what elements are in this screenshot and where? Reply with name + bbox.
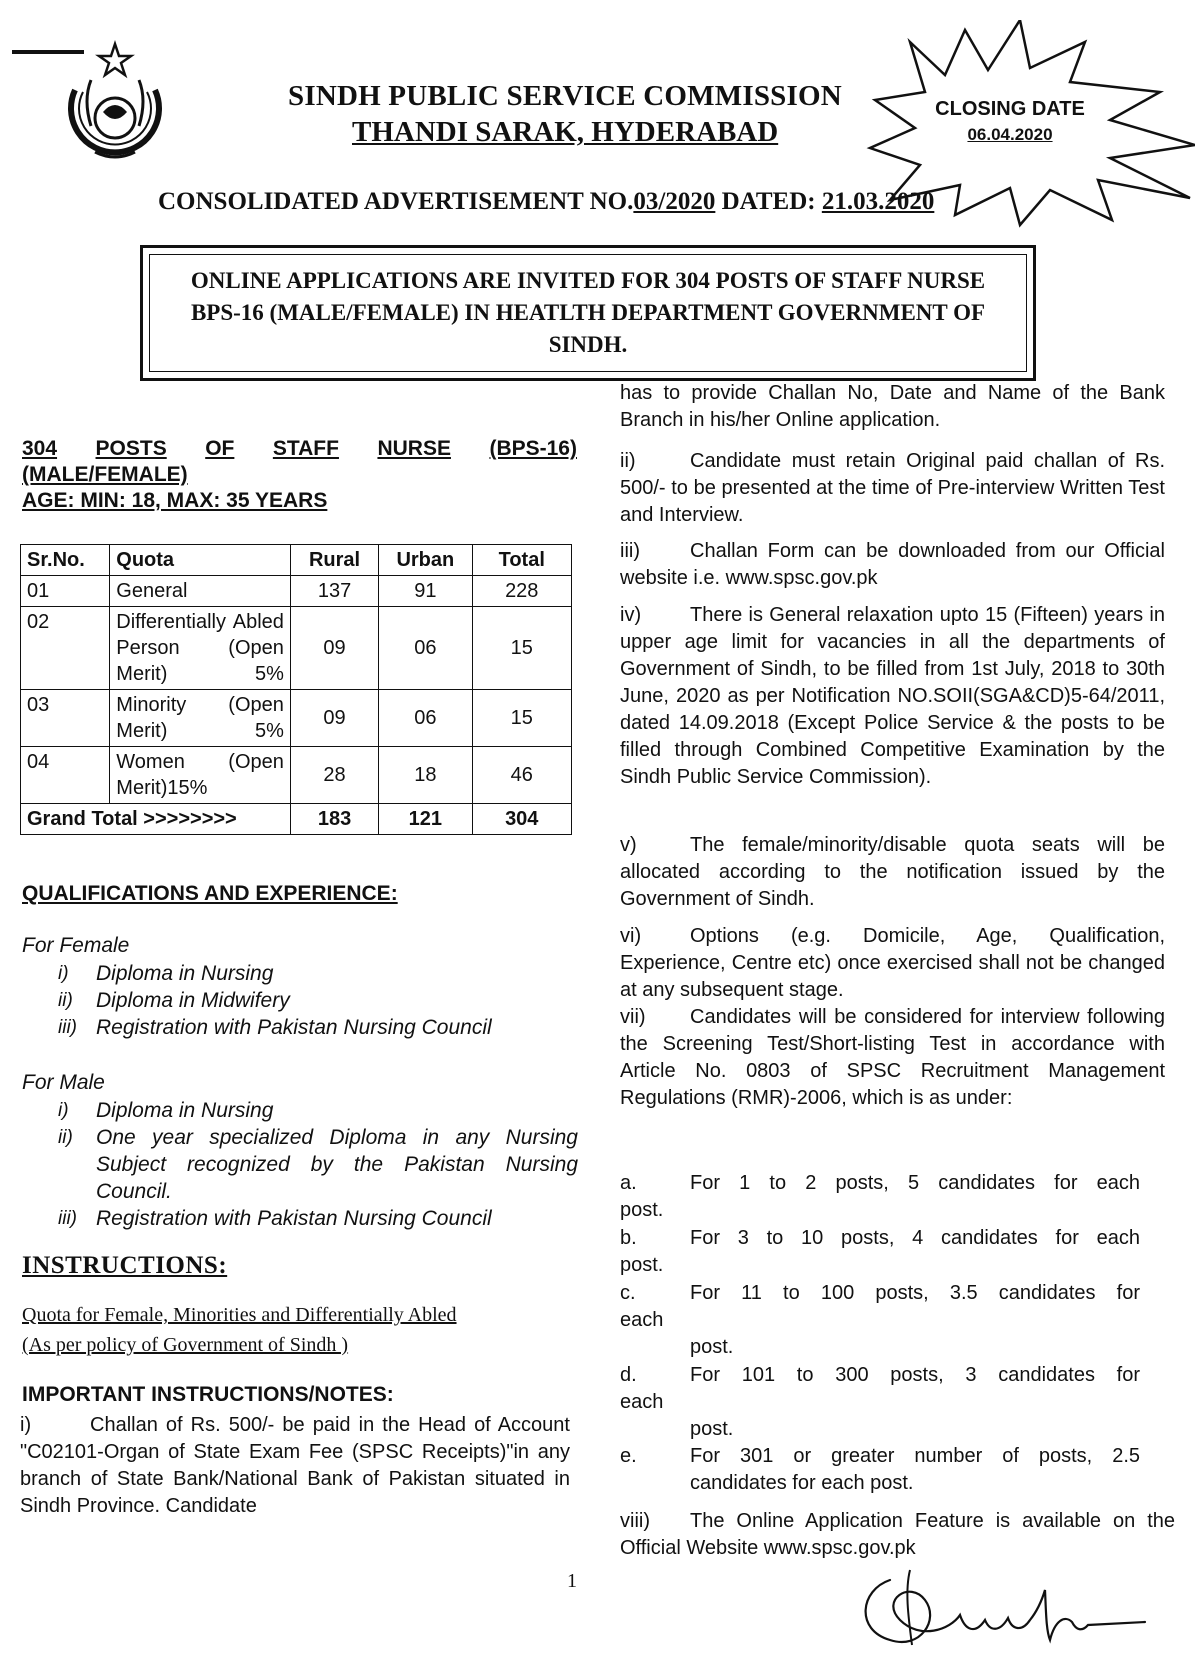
heading-word: OF (205, 437, 235, 460)
table-row (21, 690, 572, 747)
item-text: Diploma in Midwifery (96, 989, 290, 1012)
list-item (58, 1124, 578, 1205)
item-number: iii) (58, 1208, 77, 1229)
rule-text-continued: post. (620, 1254, 664, 1276)
rule-text: For 11 to 100 posts, 3.5 candidates for (690, 1282, 1140, 1304)
cell-rural: 28 (290, 747, 378, 804)
rule-letter: b. (620, 1227, 637, 1249)
rule-letter: d. (620, 1364, 637, 1386)
grand-total-urban: 121 (379, 804, 472, 835)
instruction-item-8 (620, 1508, 1175, 1562)
cell-sr: 01 (21, 576, 110, 607)
item-text: The Online Application Feature is available on the Official Website www.spsc.gov.pk (620, 1510, 1175, 1559)
instruction-item-6 (620, 923, 1165, 1004)
cell-sr: 02 (21, 607, 110, 690)
item-number: vi) (620, 925, 642, 947)
item-text: Challan of Rs. 500/- be paid in the Head of Account "C02101-Organ of State Exam Fee (SPSC Receipts)"in any branch of State Bank/National Bank of Pakistan situated in Sindh Province. Candidate (20, 1414, 570, 1517)
table-header-row (21, 545, 572, 576)
col-header-urban: Urban (379, 545, 472, 576)
spsc-emblem-icon (55, 40, 175, 170)
item-number: v) (620, 834, 637, 856)
table-row (21, 747, 572, 804)
quota-table (20, 544, 572, 835)
instruction-item-7 (620, 1004, 1165, 1112)
notice-text: ONLINE APPLICATIONS ARE INVITED FOR 304 POSTS OF STAFF NURSE BPS-16 (MALE/FEMALE) IN HEATLTH DEPARTMENT GOVERNMENT OF SINDH. (190, 268, 986, 357)
cell-quota: General (110, 576, 291, 607)
posts-heading-line2: (MALE/FEMALE) (22, 463, 188, 486)
item-text: The female/minority/disable quota seats will be allocated according to the notification issued by the Government of Sindh. (620, 834, 1165, 910)
item-text: Registration with Pakistan Nursing Council (96, 1016, 492, 1039)
grand-total-rural: 183 (290, 804, 378, 835)
instructions-title: INSTRUCTIONS: (22, 1252, 228, 1279)
rule-letter: a. (620, 1172, 637, 1194)
item-number: iv) (620, 604, 642, 626)
item-number: i) (20, 1414, 32, 1436)
closing-date-value: 06.04.2020 (967, 125, 1053, 144)
item-text: Registration with Pakistan Nursing Council (96, 1207, 492, 1230)
col-header-total: Total (472, 545, 571, 576)
cell-quota: Differentially Abled Person (Open Merit) 5% (110, 607, 291, 690)
cell-sr: 03 (21, 690, 110, 747)
rule-text: For 3 to 10 posts, 4 candidates for each (690, 1227, 1140, 1249)
instruction-item-2 (620, 448, 1165, 529)
instruction-item-4 (620, 602, 1165, 791)
list-item (58, 1097, 578, 1124)
rule-text-continued: candidates for each post. (690, 1472, 914, 1494)
cell-urban: 18 (379, 747, 472, 804)
item-number: iii) (58, 1017, 77, 1038)
grand-total-label: Grand Total >>>>>>>> (21, 804, 291, 835)
advert-prefix: CONSOLIDATED ADVERTISEMENT NO. (158, 188, 634, 215)
item-number: viii) (620, 1510, 650, 1532)
table-row (21, 607, 572, 690)
quota-note-line: (As per policy of Government of Sindh ) (22, 1334, 349, 1356)
signature-icon (850, 1560, 1150, 1655)
closing-date-badge (930, 98, 1090, 145)
cell-urban: 91 (379, 576, 472, 607)
cell-urban: 06 (379, 690, 472, 747)
list-item (58, 960, 578, 987)
item-number: iii) (620, 540, 640, 562)
item-text: There is General relaxation upto 15 (Fifteen) years in upper age limit for vacancies in all the departments of Government of Sindh, to be filled from 1st July, 2018 to 30th June, 2020 as per Notification NO.SOII(SGA&CD)5-64/2011, dated 14.09.2018 (Except Police Service & the posts to be filled through Combined Competitive Examination by the Sindh Public Service Commission). (620, 604, 1165, 788)
rule-text-continued: post. (690, 1336, 734, 1358)
item-text: Options (e.g. Domicile, Age, Qualification, Experience, Centre etc) once exercised shall not be changed at any subsequent stage. (620, 925, 1165, 1001)
col-header-rural: Rural (290, 545, 378, 576)
grand-total-row (21, 804, 572, 835)
heading-word: POSTS (95, 437, 167, 460)
item-number: vii) (620, 1006, 646, 1028)
item-number: ii) (58, 990, 73, 1011)
cell-rural: 09 (290, 607, 378, 690)
item-text: Diploma in Nursing (96, 1099, 274, 1122)
rule-text: For 101 to 300 posts, 3 candidates for (690, 1364, 1140, 1386)
advertisement-line (158, 188, 934, 216)
org-name: SINDH PUBLIC SERVICE COMMISSION (288, 80, 842, 112)
screening-rule-a (620, 1170, 1140, 1224)
screening-rule-e (620, 1443, 1140, 1497)
item-number: ii) (58, 1127, 73, 1148)
item-number: i) (58, 963, 69, 984)
male-qualification-list (58, 1097, 578, 1232)
item-text: Diploma in Nursing (96, 962, 274, 985)
rule-letter: c. (620, 1282, 636, 1304)
cell-total: 15 (472, 690, 571, 747)
col-header-quota: Quota (110, 545, 291, 576)
rule-text: For 1 to 2 posts, 5 candidates for each (690, 1172, 1140, 1194)
list-item (58, 987, 578, 1014)
item-text: Challan Form can be downloaded from our Official website i.e. www.spsc.gov.pk (620, 540, 1165, 589)
cell-sr: 04 (21, 747, 110, 804)
posts-heading (22, 436, 577, 514)
page-number: 1 (567, 1570, 577, 1592)
item-text: One year specialized Diploma in any Nursing Subject recognized by the Pakistan Nursing Council. (96, 1126, 578, 1203)
instruction-item-1-continued: has to provide Challan No, Date and Name of the Bank Branch in his/her Online application. (620, 382, 1165, 431)
advert-dated-label: DATED: (715, 188, 822, 215)
col-header-sr: Sr.No. (21, 545, 110, 576)
rule-text-continued: each (620, 1309, 664, 1331)
rule-text: For 301 or greater number of posts, 2.5 (690, 1445, 1140, 1467)
instruction-item-3 (620, 538, 1165, 592)
cell-quota: Minority (Open Merit) 5% (110, 690, 291, 747)
cell-urban: 06 (379, 607, 472, 690)
heading-word: 304 (22, 437, 58, 460)
quota-note-line: Quota for Female, Minorities and Differentially Abled (22, 1304, 457, 1326)
rule-letter: e. (620, 1445, 637, 1467)
rule-text-continued: post. (690, 1418, 734, 1440)
female-label: For Female (22, 934, 130, 957)
advert-number: 03/2020 (633, 188, 716, 215)
advert-date: 21.03.2020 (821, 188, 935, 215)
instruction-item-1 (20, 1412, 570, 1520)
cell-rural: 137 (290, 576, 378, 607)
rule-text-continued: post. (620, 1199, 664, 1221)
instruction-item-5 (620, 832, 1165, 913)
age-limit: AGE: MIN: 18, MAX: 35 YEARS (22, 489, 328, 512)
heading-word: NURSE (377, 437, 451, 460)
cell-total: 15 (472, 607, 571, 690)
item-number: i) (58, 1100, 69, 1121)
list-item (58, 1014, 578, 1041)
item-text: Candidate must retain Original paid challan of Rs. 500/- to be presented at the time of Pre-interview Written Test and Interview. (620, 450, 1165, 526)
item-text: Candidates will be considered for interview following the Screening Test/Short-listing Test in accordance with Article No. 0803 of SPSC Recruitment Management Regulations (RMR)-2006, which is as under: (620, 1006, 1165, 1109)
screening-rule-c (620, 1280, 1140, 1361)
cell-total: 228 (472, 576, 571, 607)
table-row (21, 576, 572, 607)
male-label: For Male (22, 1071, 105, 1094)
screening-rule-b (620, 1225, 1140, 1279)
cell-rural: 09 (290, 690, 378, 747)
cell-quota: Women (Open Merit)15% (110, 747, 291, 804)
heading-word: STAFF (272, 437, 339, 460)
cell-total: 46 (472, 747, 571, 804)
important-notes-title: IMPORTANT INSTRUCTIONS/NOTES: (22, 1383, 394, 1406)
posts-heading-line1 (22, 436, 577, 462)
rule-text-continued: each (620, 1391, 664, 1413)
screening-rule-d (620, 1362, 1140, 1443)
qualifications-title: QUALIFICATIONS AND EXPERIENCE: (22, 882, 398, 905)
item-number: ii) (620, 450, 636, 472)
notice-box (140, 245, 1036, 381)
female-qualification-list (58, 960, 578, 1041)
list-item (58, 1205, 578, 1232)
closing-date-label: CLOSING DATE (935, 98, 1085, 120)
heading-word: (BPS-16) (489, 437, 577, 460)
grand-total-total: 304 (472, 804, 571, 835)
org-address: THANDI SARAK, HYDERABAD (352, 116, 779, 148)
quota-policy-note (22, 1300, 457, 1360)
